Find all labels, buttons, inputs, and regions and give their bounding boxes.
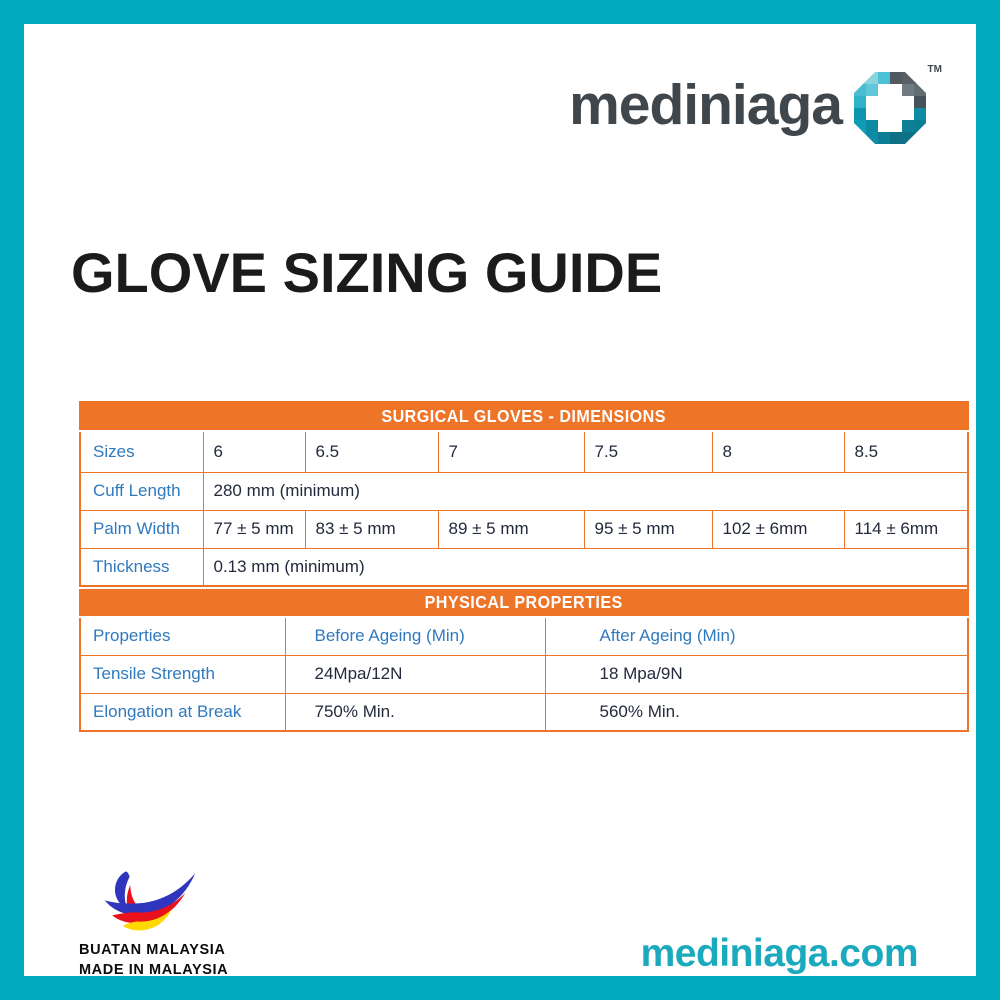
sizes-label: Sizes	[80, 431, 203, 472]
palm-width-value: 77 ± 5 mm	[203, 510, 305, 548]
palm-width-value: 89 ± 5 mm	[438, 510, 584, 548]
dimensions-header-row	[80, 402, 968, 431]
palm-width-row	[80, 510, 968, 548]
physical-header-row	[80, 588, 968, 617]
cuff-length-row	[80, 472, 968, 510]
size-value: 6.5	[305, 431, 438, 472]
tensile-strength-row	[80, 655, 968, 693]
thickness-label: Thickness	[80, 548, 203, 586]
physical-properties-table	[79, 587, 969, 732]
size-value: 8.5	[844, 431, 968, 472]
before-ageing-column-label: Before Ageing (Min)	[285, 617, 545, 655]
tensile-after-value: 18 Mpa/9N	[545, 655, 968, 693]
elongation-label: Elongation at Break	[80, 693, 285, 731]
cuff-length-label: Cuff Length	[80, 472, 203, 510]
brand-octagon-icon	[854, 64, 942, 144]
elongation-row	[80, 693, 968, 731]
palm-width-label: Palm Width	[80, 510, 203, 548]
size-value: 8	[712, 431, 844, 472]
made-in-malaysia-logo	[79, 870, 269, 978]
palm-width-value: 83 ± 5 mm	[305, 510, 438, 548]
brand-logo	[569, 64, 942, 144]
page-title: GLOVE SIZING GUIDE	[71, 241, 663, 304]
dimensions-header: SURGICAL GLOVES - DIMENSIONS	[80, 402, 968, 431]
tensile-strength-label: Tensile Strength	[80, 655, 285, 693]
palm-width-value: 95 ± 5 mm	[584, 510, 712, 548]
palm-width-value: 114 ± 6mm	[844, 510, 968, 548]
brand-wordmark: mediniaga	[569, 72, 842, 137]
brand-website: mediniaga.com	[640, 932, 918, 975]
malaysia-swoosh-icon	[81, 870, 216, 938]
made-in-line1: BUATAN MALAYSIA	[79, 942, 226, 958]
made-in-line2: MADE IN MALAYSIA	[79, 962, 229, 979]
sizes-row	[80, 431, 968, 472]
size-value: 6	[203, 431, 305, 472]
sizing-tables	[79, 401, 967, 732]
palm-width-value: 102 ± 6mm	[712, 510, 844, 548]
dimensions-table	[79, 401, 969, 587]
size-value: 7	[438, 431, 584, 472]
mosaic-octagon-plus-icon	[854, 72, 926, 144]
physical-header: PHYSICAL PROPERTIES	[80, 588, 968, 617]
trademark-symbol: TM	[927, 64, 942, 75]
thickness-row	[80, 548, 968, 586]
thickness-value: 0.13 mm (minimum)	[203, 548, 968, 586]
after-ageing-column-label: After Ageing (Min)	[545, 617, 968, 655]
cuff-length-value: 280 mm (minimum)	[203, 472, 968, 510]
properties-columns-row	[80, 617, 968, 655]
elongation-after-value: 560% Min.	[545, 693, 968, 731]
properties-column-label: Properties	[80, 617, 285, 655]
elongation-before-value: 750% Min.	[285, 693, 545, 731]
size-value: 7.5	[584, 431, 712, 472]
tensile-before-value: 24Mpa/12N	[285, 655, 545, 693]
